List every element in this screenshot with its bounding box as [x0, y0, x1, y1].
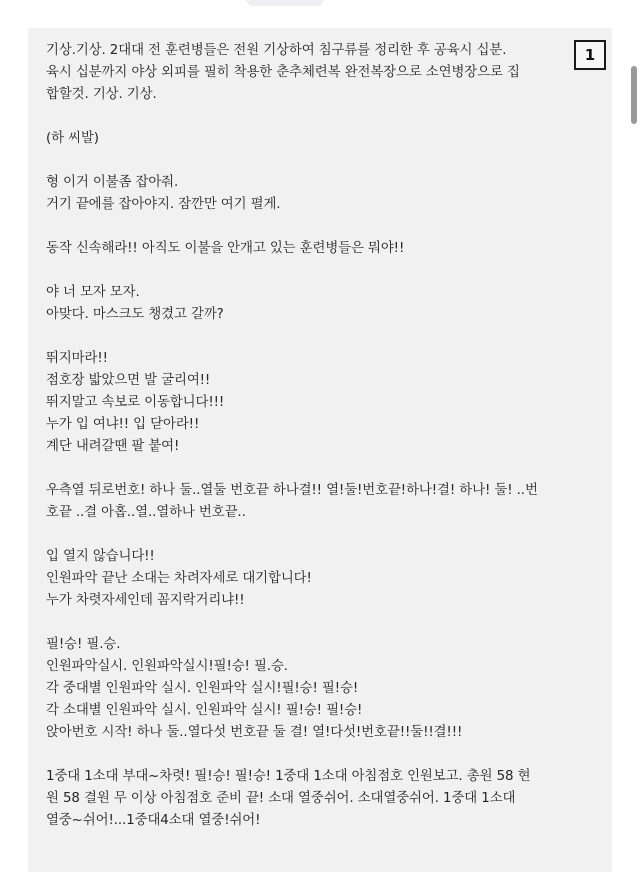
text-line: 우측열 뒤로번호! 하나 둘..열둘 번호끝 하나결!! 열!둘!번호끝!하나!결! 하나! 둘! ..번	[46, 483, 538, 498]
text-line: 인원파악 끝난 소대는 차려자세로 대기합니다!	[46, 571, 312, 586]
text-line: 야 너 모자 모자.	[46, 285, 140, 300]
text-line: (하 씨발)	[46, 131, 99, 146]
text-line: 기상.기상. 2대대 전 훈련병들은 전원 기상하여 침구류를 정리한 후 공육시 십분.	[46, 43, 507, 58]
page-number-badge: 1	[574, 40, 606, 70]
scrollbar[interactable]	[628, 0, 640, 872]
text-line: 인원파악실시. 인원파악실시!필!승! 필.승.	[46, 659, 288, 674]
text-line: 뛰지마라!!	[46, 351, 108, 366]
text-line: 각 소대별 인원파악 실시. 인원파악 실시! 필!승! 필!승!	[46, 703, 363, 718]
text-line: 입 열지 않습니다!!	[46, 549, 155, 564]
text-line: 육시 십분까지 야상 외피를 필히 착용한 춘추체련복 완전복장으로 소연병장으로 집	[46, 65, 520, 80]
text-line: 누가 차렷자세인데 꼼지락거리냐!!	[46, 593, 245, 608]
text-line: 계단 내려갈땐 팔 붙여!	[46, 439, 180, 454]
text-line: 1중대 1소대 부대~차렷! 필!승! 필!승! 1중대 1소대 아침점호 인원보고. 총원 58 현	[46, 769, 531, 784]
text-line: 아맞다. 마스크도 챙겼고 갈까?	[46, 307, 224, 322]
text-line: 앉아번호 시작! 하나 둘..열다섯 번호끝 둘 결! 열!다섯!번호끝!!둘!!결!!!	[46, 725, 463, 740]
text-line: 각 중대별 인원파악 실시. 인원파악 실시!필!승! 필!승!	[46, 681, 359, 696]
text-line: 동작 신속해라!! 아직도 이불을 안개고 있는 훈련병들은 뭐야!!	[46, 241, 405, 256]
text-line: 원 58 결원 무 이상 아침점호 준비 끝! 소대 열중쉬어. 소대열중쉬어. 1중대 1소대	[46, 791, 516, 806]
scrollbar-thumb[interactable]	[631, 66, 637, 124]
text-panel	[28, 28, 612, 872]
text-line: 열중~쉬어!...1중대4소대 열중!쉬어!	[46, 813, 261, 828]
text-line: 누가 입 여냐!! 입 닫아라!!	[46, 417, 200, 432]
text-line: 합할것. 기상. 기상.	[46, 87, 157, 102]
text-line: 점호장 밟았으면 발 굴리여!!	[46, 373, 211, 388]
text-line: 호끝 ..결 아홉..열..열하나 번호끝..	[46, 505, 246, 520]
top-handle	[246, 0, 324, 6]
text-line: 뛰지말고 속보로 이동합니다!!!	[46, 395, 225, 410]
text-line: 형 이거 이불좀 잡아줘.	[46, 175, 179, 190]
text-line: 거기 끝에를 잡아야지. 잠깐만 여기 펼게.	[46, 197, 281, 212]
text-line: 필!승! 필.승.	[46, 637, 121, 652]
